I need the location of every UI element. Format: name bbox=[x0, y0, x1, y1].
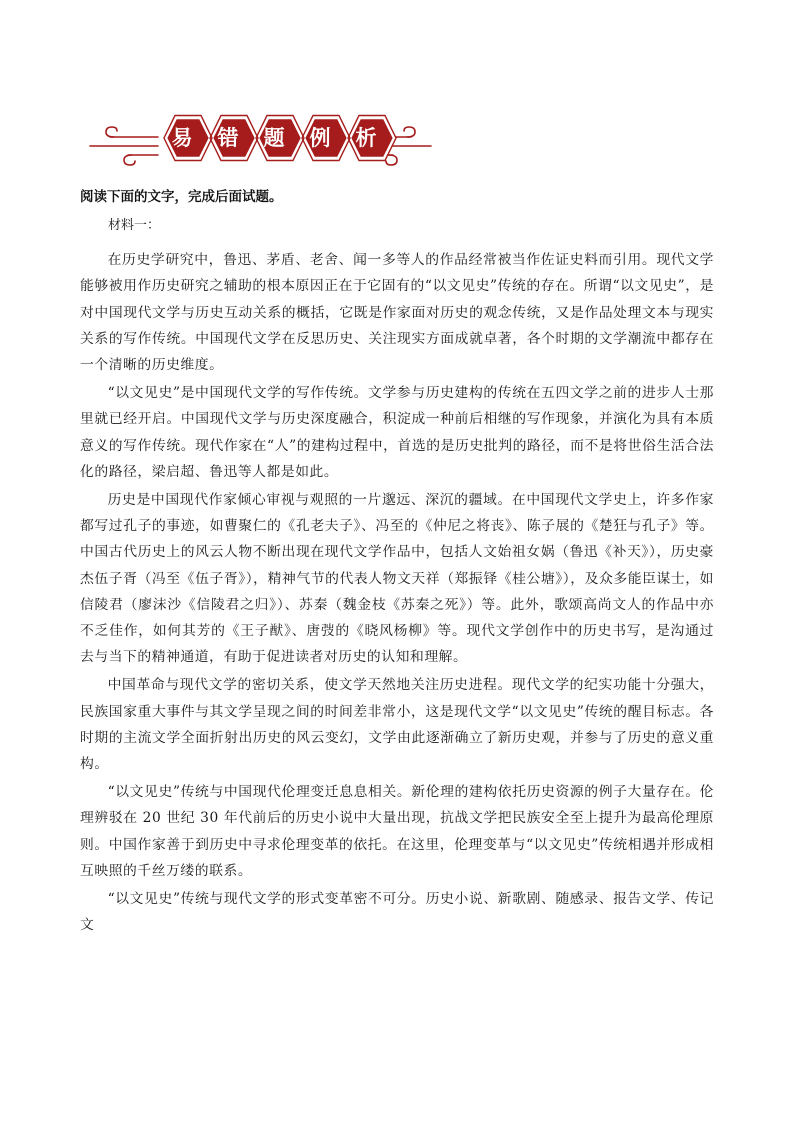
banner-char: 题 bbox=[263, 126, 285, 150]
banner-title bbox=[154, 106, 389, 170]
paragraph: “以文见史”传统与中国现代伦理变迁息息相关。新伦理的建构依托历史资源的例子大量存在。伦理辨驳在 20 世纪 30 年代前后的历史小说中大量出现，抗战文学把民族安全至上提升为最高伦理原则。中国作家善于到历史中寻求伦理变革的依托。在这里，伦理变革与“以文见史”传统相遇并形成相互映照的千丝万缕的联系。 bbox=[80, 783, 714, 879]
paragraph: 历史是中国现代作家倾心审视与观照的一片邈远、深沉的疆域。在中国现代文学史上，许多作家都写过孔子的事迹，如曹聚仁的《孔老夫子》、冯至的《仲尼之将丧》、陈子展的《楚狂与孔子》等。中国古代历史上的风云人物不断出现在现代文学作品中，包括人文始祖女娲（鲁迅《补天》），历史豪杰伍子胥（冯至《伍子胥》），精神气节的代表人物文天祥（郑振铎《桂公塘》），及众多能臣谋士，如信陵君（廖沫沙《信陵君之归》）、苏秦（魏金枝《苏秦之死》）等。此外，歌颂高尚文人的作品中亦不乏佳作，如何其芳的《王子猷》、唐弢的《晓风杨柳》等。现代文学创作中的历史书写，是沟通过去与当下的精神通道，有助于促进读者对历史的认知和理解。 bbox=[80, 491, 714, 666]
material-label: 材料一： bbox=[108, 218, 161, 233]
banner-char: 例 bbox=[309, 126, 331, 150]
reading-instruction: 阅读下面的文字，完成后面试题。 bbox=[80, 189, 283, 205]
banner-char: 易 bbox=[171, 126, 193, 150]
paragraph: 在历史学研究中，鲁迅、茅盾、老舍、闻一多等人的作品经常被当作佐证史料而引用。现代文学能够被用作历史研究之辅助的根本原因正在于它固有的“以文见史”传统的存在。所谓“以文见史”，是对中国现代文学与历史互动关系的概括，它既是作家面对历史的观念传统，又是作品处理文本与现实关系的写作传统。中国现代文学在反思历史、关注现实方面成就卓著，各个时期的文学潮流中都存在一个清晰的历史维度。 bbox=[80, 252, 714, 374]
article-body bbox=[80, 247, 714, 938]
paragraph: 中国革命与现代文学的密切关系，使文学天然地关注历史进程。现代文学的纪实功能十分强大，民族国家重大事件与其文学呈现之间的时间差非常小，这是现代文学“以文见史”传统的醒目标志。各时期的主流文学全面折射出历史的风云变幻，文学由此逐渐确立了新历史观，并参与了历史的意义重构。 bbox=[80, 677, 714, 773]
banner-char: 析 bbox=[355, 126, 377, 150]
paragraph: “以文见史”传统与现代文学的形式变革密不可分。历史小说、新歌剧、随感录、报告文学、传记文 bbox=[80, 890, 714, 933]
section-banner bbox=[88, 106, 433, 170]
left-cloud-ornament bbox=[90, 127, 158, 165]
paragraph: “以文见史”是中国现代文学的写作传统。文学参与历史建构的传统在五四文学之前的进步人士那里就已经开启。中国现代文学与历史深度融合，积淀成一种前后相继的写作现象，并演化为具有本质意义的写作传统。现代作家在“人”的建构过程中，首选的是历史批判的路径，而不是将世俗生活合法化的路径，梁启超、鲁迅等人都是如此。 bbox=[80, 384, 714, 480]
banner-char: 错 bbox=[217, 126, 239, 150]
